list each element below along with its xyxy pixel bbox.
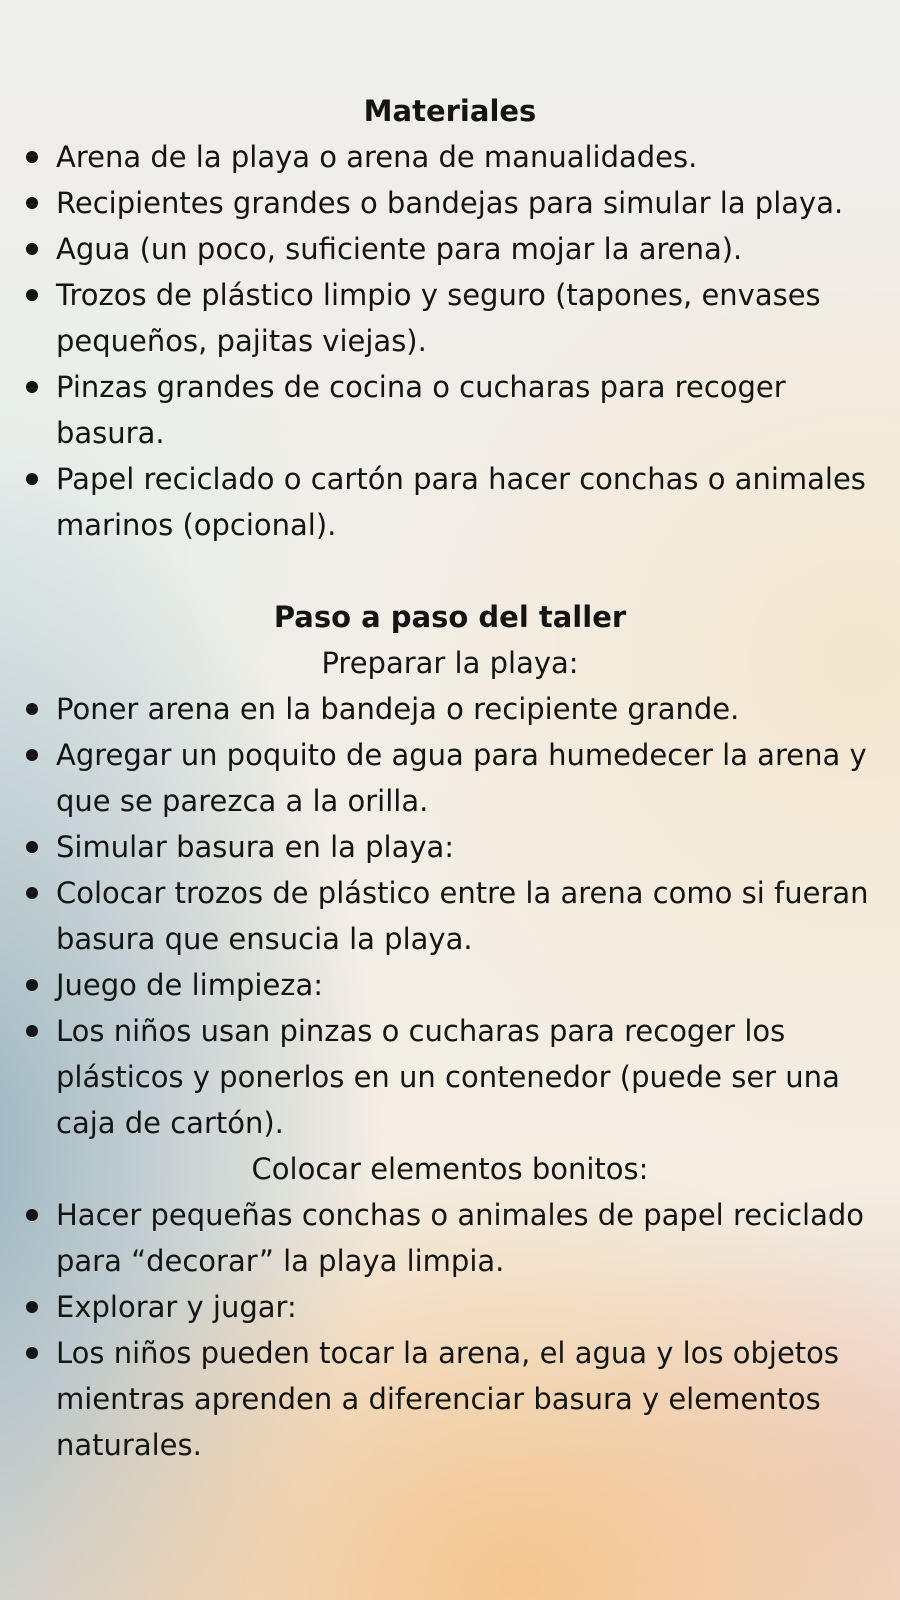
steps-list-1	[0, 686, 900, 1146]
steps-subheading-prepare: Preparar la playa:	[321, 646, 579, 680]
list-item-text: Juego de limpieza:	[56, 968, 324, 1002]
bullet-icon	[26, 841, 38, 853]
bullet-icon	[26, 473, 38, 485]
list-item-text: Explorar y jugar:	[56, 1290, 297, 1324]
list-item	[0, 686, 900, 732]
materials-list	[0, 134, 900, 548]
list-item	[0, 870, 900, 962]
bullet-icon	[26, 703, 38, 715]
list-item	[0, 1330, 900, 1468]
list-item	[0, 272, 900, 364]
bullet-icon	[26, 1025, 38, 1037]
bullet-icon	[26, 381, 38, 393]
list-item	[0, 1192, 900, 1284]
list-item-text: Simular basura en la playa:	[56, 830, 455, 864]
steps-list-2	[0, 1192, 900, 1468]
list-item-text: Hacer pequeñas conchas o animales de papel reciclado para “decorar” la playa limpia.	[56, 1198, 864, 1278]
list-item	[0, 364, 900, 456]
bullet-icon	[26, 197, 38, 209]
steps-subheading-decorate: Colocar elementos bonitos:	[251, 1152, 649, 1186]
list-item-text: Colocar trozos de plástico entre la arena como si fueran basura que ensucia la playa.	[56, 876, 869, 956]
bullet-icon	[26, 887, 38, 899]
list-item	[0, 134, 900, 180]
bullet-icon	[26, 1347, 38, 1359]
bullet-icon	[26, 151, 38, 163]
list-item	[0, 824, 900, 870]
list-item-text: Agua (un poco, suficiente para mojar la arena).	[56, 232, 743, 266]
bullet-icon	[26, 1301, 38, 1313]
list-item	[0, 732, 900, 824]
list-item-text: Papel reciclado o cartón para hacer conchas o animales marinos (opcional).	[56, 462, 866, 542]
list-item-text: Los niños usan pinzas o cucharas para recoger los plásticos y ponerlos en un contenedor (puede ser una caja de cartón).	[56, 1014, 840, 1140]
list-item	[0, 226, 900, 272]
bullet-icon	[26, 749, 38, 761]
list-item-text: Agregar un poquito de agua para humedecer la arena y que se parezca a la orilla.	[56, 738, 867, 818]
list-item	[0, 456, 900, 548]
bullet-icon	[26, 1209, 38, 1221]
bullet-icon	[26, 243, 38, 255]
bullet-icon	[26, 979, 38, 991]
list-item-text: Los niños pueden tocar la arena, el agua y los objetos mientras aprenden a diferenciar basura y elementos naturales.	[56, 1336, 840, 1462]
list-item	[0, 1284, 900, 1330]
bullet-icon	[26, 289, 38, 301]
section-spacer	[0, 548, 900, 594]
list-item	[0, 180, 900, 226]
list-item-text: Pinzas grandes de cocina o cucharas para recoger basura.	[56, 370, 786, 450]
list-item-text: Trozos de plástico limpio y seguro (tapones, envases pequeños, pajitas viejas).	[56, 278, 821, 358]
list-item-text: Arena de la playa o arena de manualidades.	[56, 140, 698, 174]
materials-heading: Materiales	[363, 94, 537, 128]
list-item-text: Poner arena en la bandeja o recipiente grande.	[56, 692, 740, 726]
steps-heading: Paso a paso del taller	[273, 600, 627, 634]
list-item	[0, 962, 900, 1008]
list-item-text: Recipientes grandes o bandejas para simular la playa.	[56, 186, 844, 220]
list-item	[0, 1008, 900, 1146]
document	[0, 88, 900, 1468]
